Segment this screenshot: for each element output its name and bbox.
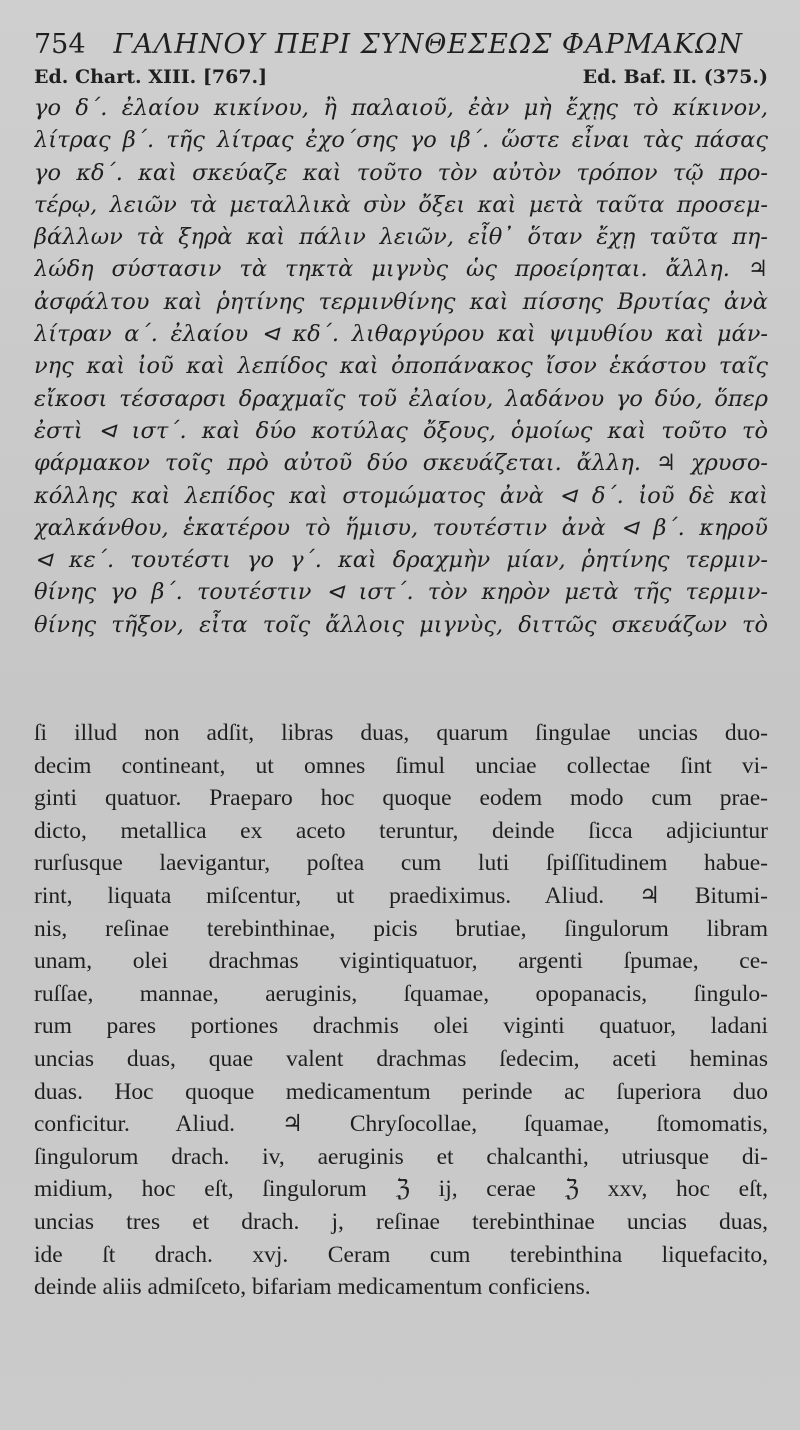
greek-text-line: χαλκάνθου, ἑκατέρου τὸ ἥμισυ, τουτέστιν ἀνὰ ⊲ β΄. κηροῦ (34, 514, 768, 541)
edition-reference-right: Ed. Baf. II. (375.) (582, 66, 768, 88)
latin-text-line: rint, liquata miſcentur, ut praediximus. Aliud. ♃ Bitumi- (34, 883, 768, 910)
greek-text-line: φάρμακον τοῖς πρὸ αὐτοῦ δύο σκευάζεται. ἄλλη. ♃ χρυσο- (34, 450, 768, 477)
latin-text-block (34, 717, 768, 1304)
running-title: ΓΑΛΗΝΟΥ ΠΕΡΙ ΣΥΝΘΕΣΕΩΣ ΦΑΡΜΑΚΩΝ (113, 29, 744, 60)
greek-text-line: τέρῳ, λειῶν τὰ μεταλλικὰ σὺν ὄξει καὶ μετὰ ταῦτα προσεμ- (34, 191, 768, 218)
running-head (34, 28, 768, 62)
latin-text-line: ginti quatuor. Praeparo hoc quoque eodem modo cum prae- (34, 785, 768, 812)
greek-text-line: ἀσφάλτου καὶ ῥητίνης τερμινθίνης καὶ πίσσης Βρυτίας ἀνὰ (34, 288, 768, 315)
greek-text-line: γο δ΄. ἐλαίου κικίνου, ἢ παλαιοῦ, ἐὰν μὴ ἔχῃς τὸ κίκινον, (34, 95, 768, 121)
greek-text-line: ⊲ κε΄. τουτέστι γο γ΄. καὶ δραχμὴν μίαν, ῥητίνης τερμιν- (34, 547, 768, 574)
latin-text-line: decim contineant, ut omnes ſimul unciae collectae ſint vi- (34, 752, 768, 779)
latin-text-line: uncias tres et drach. j, reſinae terebinthinae uncias duas, (34, 1208, 768, 1235)
greek-text-line: γο κδ΄. καὶ σκεύαζε καὶ τοῦτο τὸν αὐτὸν τρόπον τῷ προ- (34, 159, 768, 186)
latin-text-line: ide ſt drach. xvj. Ceram cum terebinthina liquefacito, (34, 1241, 768, 1268)
greek-text-line: λώδη σύστασιν τὰ τηκτὰ μιγνὺς ὡς προείρηται. ἄλλη. ♃ (34, 256, 768, 283)
latin-text-line: midium, hoc eſt, ſingulorum ℨ ij, cerae ℨ xxv, hoc eſt, (34, 1176, 768, 1203)
greek-text-block (34, 92, 768, 641)
latin-text-line: ſi illud non adſit, libras duas, quarum ſingulae uncias duo- (34, 720, 768, 747)
latin-text-line: nis, reſinae terebinthinae, picis brutiae, ſingulorum libram (34, 915, 768, 942)
latin-text-line: conficitur. Aliud. ♃ Chryſocollae, ſquamae, ſtomomatis, (34, 1111, 768, 1138)
latin-text-line: uncias duas, quae valent drachmas ſedecim, aceti heminas (34, 1045, 768, 1072)
latin-text-line: ſingulorum drach. iv, aeruginis et chalcanthi, utriusque di- (34, 1143, 768, 1170)
latin-text-line: deinde aliis admiſceto, bifariam medicamentum conficiens. (34, 1274, 591, 1301)
page-number: 754 (34, 29, 86, 60)
greek-text-line: εἴκοσι τέσσαρσι δραχμαῖς τοῦ ἐλαίου, λαδάνου γο δύο, ὅπερ (34, 385, 768, 412)
greek-text-line: θίνης τῆξον, εἶτα τοῖς ἄλλοις μιγνὺς, διττῶς σκευάζων τὸ (34, 611, 768, 638)
latin-text-line: rurſusque laevigantur, poſtea cum luti ſpiſſitudinem habue- (34, 850, 768, 877)
greek-text-line: λίτραν α΄. ἐλαίου ⊲ κδ΄. λιθαργύρου καὶ ψιμυθίου καὶ μάν- (34, 321, 768, 348)
edition-reference-left: Ed. Chart. XIII. [767.] (34, 66, 268, 88)
latin-text-line: dicto, metallica ex aceto teruntur, deinde ſicca adjiciuntur (34, 817, 768, 844)
greek-text-line: λίτρας β΄. τῆς λίτρας ἐχο΄σης γο ιβ΄. ὥστε εἶναι τὰς πάσας (34, 127, 768, 154)
greek-text-line: βάλλων τὰ ξηρὰ καὶ πάλιν λειῶν, εἶθ᾽ ὅταν ἔχῃ ταῦτα πη- (34, 224, 768, 251)
block-separator (34, 641, 768, 717)
latin-text-line: unam, olei drachmas vigintiquatuor, argenti ſpumae, ce- (34, 948, 768, 975)
greek-text-line: κόλλης καὶ λεπίδος καὶ στομώματος ἀνὰ ⊲ δ΄. ἰοῦ δὲ καὶ (34, 482, 768, 509)
latin-text-line: duas. Hoc quoque medicamentum perinde ac ſuperiora duo (34, 1078, 768, 1105)
greek-text-line: θίνης γο β΄. τουτέστιν ⊲ ιστ΄. τὸν κηρὸν μετὰ τῆς τερμιν- (34, 579, 768, 606)
edition-references (34, 64, 768, 90)
latin-text-line: ruſſae, mannae, aeruginis, ſquamae, opopanacis, ſingulo- (34, 980, 768, 1007)
greek-text-line: νης καὶ ἰοῦ καὶ λεπίδος καὶ ὀποπάνακος ἴσον ἑκάστου ταῖς (34, 353, 768, 380)
greek-text-line: ἐστὶ ⊲ ιστ΄. καὶ δύο κοτύλας ὄξους, ὁμοίως καὶ τοῦτο τὸ (34, 417, 768, 444)
latin-text-line: rum pares portiones drachmis olei viginti quatuor, ladani (34, 1013, 768, 1040)
